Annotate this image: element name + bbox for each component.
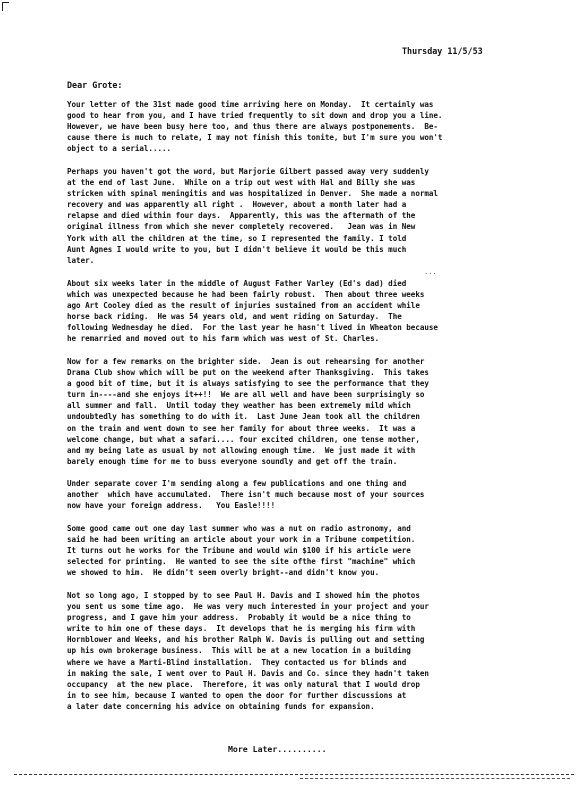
text-line: Perhaps you haven't got the word, but Marjorie Gilbert passed away very suddenly: [67, 167, 429, 176]
text-line: on the train and went down to see her family for about three weeks. It was a: [67, 423, 416, 433]
text-line: he remarried and moved out to his farm which was west of St. Charles.: [67, 334, 380, 344]
text-line: selected for printing. He wanted to see the site ofthe first "machine" which: [67, 557, 416, 567]
paragraph-2: [67, 166, 537, 266]
text-line: which was unexpected because he had been fairly robust. Then about three weeks: [67, 290, 425, 300]
text-line: in making the sale, I went over to Paul H. Davis and Co. since they hadn't taken: [67, 668, 429, 678]
paragraph-4: [67, 356, 537, 467]
text-line: all summer and fall. Until today they weather has been extremely mild which: [67, 401, 411, 411]
text-line: another which have accumulated. There isn't much because most of your sources: [67, 490, 425, 500]
text-line: horse back riding. He was 54 years old, and went riding on Saturday. The: [67, 312, 402, 322]
text-line: good to hear from you, and I have tried frequently to sit down and drop you a line.: [67, 111, 443, 121]
text-line: write to him one of these days. It develops that he is merging his firm with: [67, 624, 416, 634]
text-line: Now for a few remarks on the brighter side. Jean is out rehearsing for another: [67, 357, 425, 366]
text-line: Not so long ago, I stopped by to see Paul H. Davis and I showed him the photos: [67, 591, 420, 600]
text-line: progress, and I gave him your address. Probably it would be a nice thing to: [67, 613, 411, 623]
paragraph-1: [67, 99, 537, 154]
text-line: up his own brokerage business. This will be at a new location in a building: [67, 646, 411, 656]
text-line: cause there is much to relate, I may not finish this tonite, but I'm sure you won't: [67, 133, 443, 143]
text-line: later.: [67, 255, 95, 265]
text-line: turn in----and she enjoys it++!! We are all well and have been surprisingly so: [67, 390, 425, 400]
stray-mark: ...: [424, 268, 437, 276]
page-bottom-rule-secondary: [300, 778, 570, 780]
text-line: relapse and died within four days. Apparently, this was the aftermath of the: [67, 211, 416, 221]
text-line: at the end of last June. While on a trip out west with Hal and Billy she was: [67, 178, 416, 188]
text-line: undoubtedly has something to do with it. Last June Jean took all the children: [67, 412, 420, 422]
text-line: Some good came out one day last summer who was a nut on radio astronomy, and: [67, 524, 411, 533]
text-line: ago Art Cooley died as the result of injuries sustained from an accident while: [67, 301, 420, 311]
letter-date: Thursday 11/5/53: [402, 46, 483, 56]
text-line: Your letter of the 31st made good time arriving here on Monday. It certainly was: [67, 100, 434, 109]
text-line: recovery and was apparently all right . However, about a month later had a: [67, 200, 407, 210]
text-line: It turns out he works for the Tribune and would win $100 if his article were: [67, 546, 411, 556]
text-line: a later date concerning his advice on obtaining funds for expansion.: [67, 701, 375, 711]
paragraph-5: [67, 478, 537, 511]
page-bottom-rule: [14, 774, 574, 776]
text-line: Under separate cover I'm sending along a few publications and one thing and: [67, 479, 407, 488]
text-line: you sent us some time ago. He was very much interested in your project and your: [67, 602, 429, 612]
text-line: welcome change, but what a safari.... four excited children, one tense mother,: [67, 434, 420, 444]
text-line: original illness from which she never completely recovered. Jean was in New: [67, 222, 416, 232]
corner-staple-mark: [2, 2, 9, 11]
paragraph-3: [67, 278, 537, 345]
text-line: stricken with spinal meningitis and was hospitalized in Denver. She made a normal: [67, 189, 438, 199]
text-line: About six weeks later in the middle of August Father Varley (Ed's dad) died: [67, 279, 407, 288]
text-line: Aunt Agnes I would write to you, but I didn't believe it would be this much: [67, 244, 407, 254]
text-line: following Wednesday he died. For the last year he hasn't lived in Wheaton because: [67, 323, 438, 333]
text-line: and my being late as usual by not allowing enough time. We just made it with: [67, 445, 416, 455]
text-line: York with all the children at the time, so I represented the family. I told: [67, 233, 407, 243]
salutation: Dear Grote:: [67, 80, 123, 90]
text-line: now have your foreign address. You Easle!!!!: [67, 501, 276, 511]
text-line: in to see him, because I wanted to open the door for further discussions at: [67, 690, 407, 700]
paragraph-6: [67, 523, 537, 578]
paragraph-7: [67, 590, 537, 712]
text-line: object to a serial.....: [67, 144, 172, 154]
text-line: Hornblower and Weeks, and his brother Ralph W. Davis is pulling out and setting: [67, 635, 425, 645]
text-line: we showed to him. He didn't seem overly bright--and didn't know you.: [67, 568, 380, 578]
text-line: where we have a Marti-Blind installation. They contacted us for blinds and: [67, 657, 407, 667]
text-line: barely enough time for me to buss everyone soundly and get off the train.: [67, 456, 398, 466]
text-line: a good bit of time, but it is always satisfying to see the performance that they: [67, 379, 429, 389]
text-line: occupancy at the new place. Therefore, it was only natural that I would drop: [67, 679, 420, 689]
closing-line: More Later..........: [228, 744, 327, 754]
text-line: said he had been writing an article about your work in a Tribune competition.: [67, 535, 416, 545]
text-line: However, we have been busy here too, and thus there are always postponements. Be-: [67, 122, 438, 132]
text-line: Drama Club show which will be put on the weekend after Thanksgiving. This takes: [67, 368, 429, 378]
